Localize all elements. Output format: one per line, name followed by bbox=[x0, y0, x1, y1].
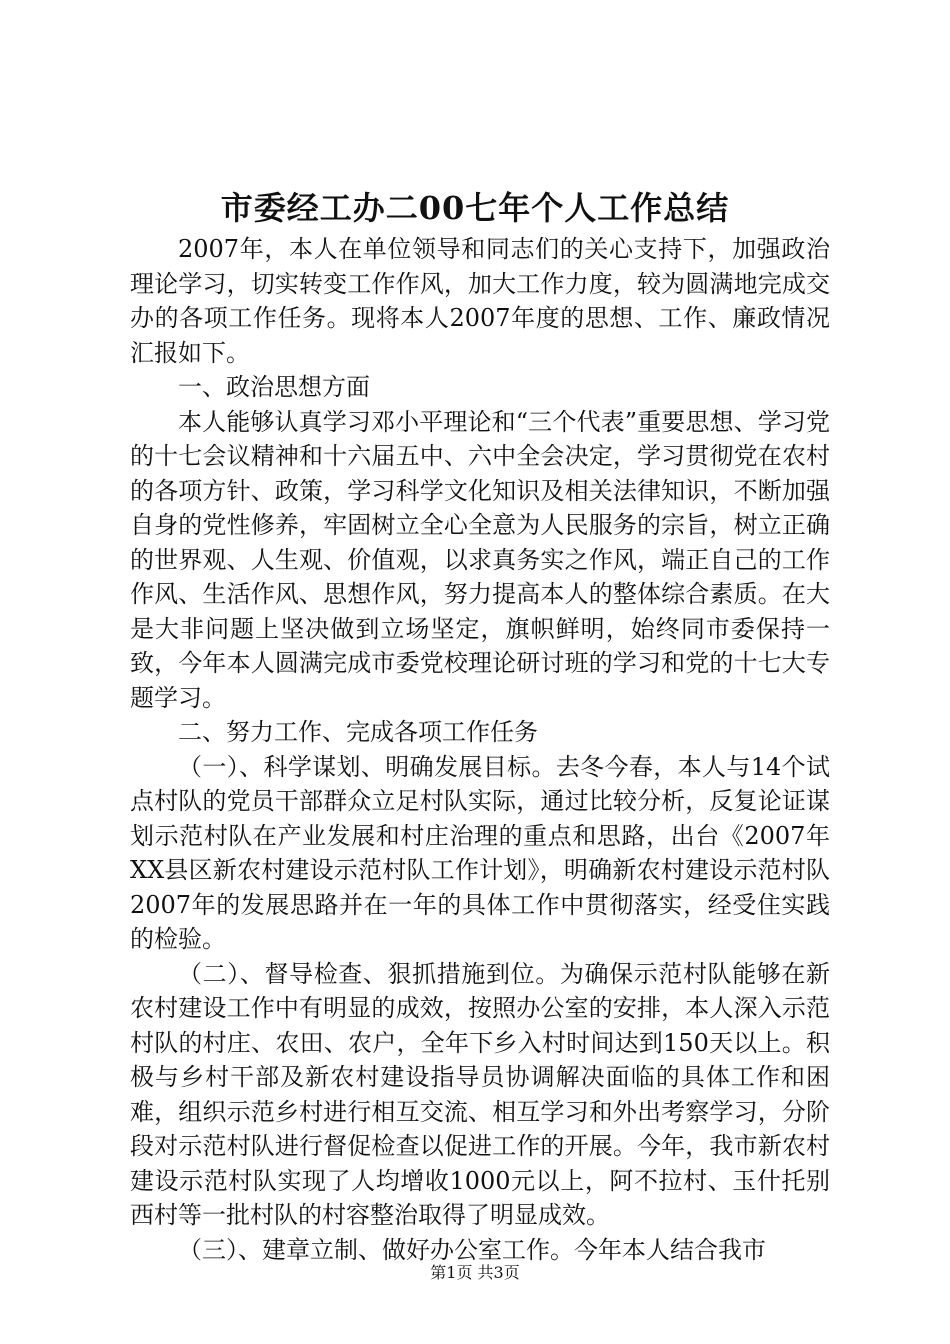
paragraph-work-3: （三）、建章立制、做好办公室工作。今年本人结合我市 bbox=[178, 1235, 766, 1264]
document-title: 市委经工办二00七年个人工作总结 bbox=[220, 189, 730, 227]
section-heading-political: 一、政治思想方面 bbox=[178, 373, 370, 401]
paragraph-intro: 2007年，本人在单位领导和同志们的关心支持下，加强政治理论学习，切实转变工作作风，加大工作力度，较为圆满地完成交办的各项工作任务。现将本人2007年度的思想、工作、廉政情况汇报如下。 bbox=[130, 235, 830, 367]
paragraph-work-1: （一）、科学谋划、明确发展目标。去冬今春，本人与14个试点村队的党员干部群众立足村队实际，通过比较分析，反复论证谋划示范村队在产业发展和村庄治理的重点和思路，出台《2007年XX县区新农村建设示范村队工作计划》，明确新农村建设示范村队2007年的发展思路并在一年的具体工作中贯彻落实，经受住实践的检验。 bbox=[130, 752, 830, 953]
paragraph-political: 本人能够认真学习邓小平理论和“三个代表”重要思想、学习党的十七会议精神和十六届五中、六中全会决定，学习贯彻党在农村的各项方针、政策，学习科学文化知识及相关法律知识，不断加强自身的党性修养，牢固树立全心全意为人民服务的宗旨，树立正确的世界观、人生观、价值观，以求真务实之作风，端正自己的工作作风、生活作风、思想作风，努力提高本人的整体综合素质。在大是大非问题上坚决做到立场坚定，旗帜鲜明，始终同市委保持一致，今年本人圆满完成市委党校理论研讨班的学习和党的十七大专题学习。 bbox=[130, 407, 830, 712]
page-number-footer: 第1页 共3页 bbox=[430, 1263, 520, 1282]
section-heading-work: 二、努力工作、完成各项工作任务 bbox=[178, 718, 538, 746]
document-body bbox=[130, 232, 830, 1267]
paragraph-work-2: （二）、督导检查、狠抓措施到位。为确保示范村队能够在新农村建设工作中有明显的成效，按照办公室的安排，本人深入示范村队的村庄、农田、农户，全年下乡入村时间达到150天以上。积极与乡村干部及新农村建设指导员协调解决面临的具体工作和困难，组织示范乡村进行相互交流、相互学习和外出考察学习，分阶段对示范村队进行督促检查以促进工作的开展。今年，我市新农村建设示范村队实现了人均增收1000元以上，阿不拉村、玉什托别西村等一批村队的村容整治取得了明显成效。 bbox=[130, 959, 830, 1229]
